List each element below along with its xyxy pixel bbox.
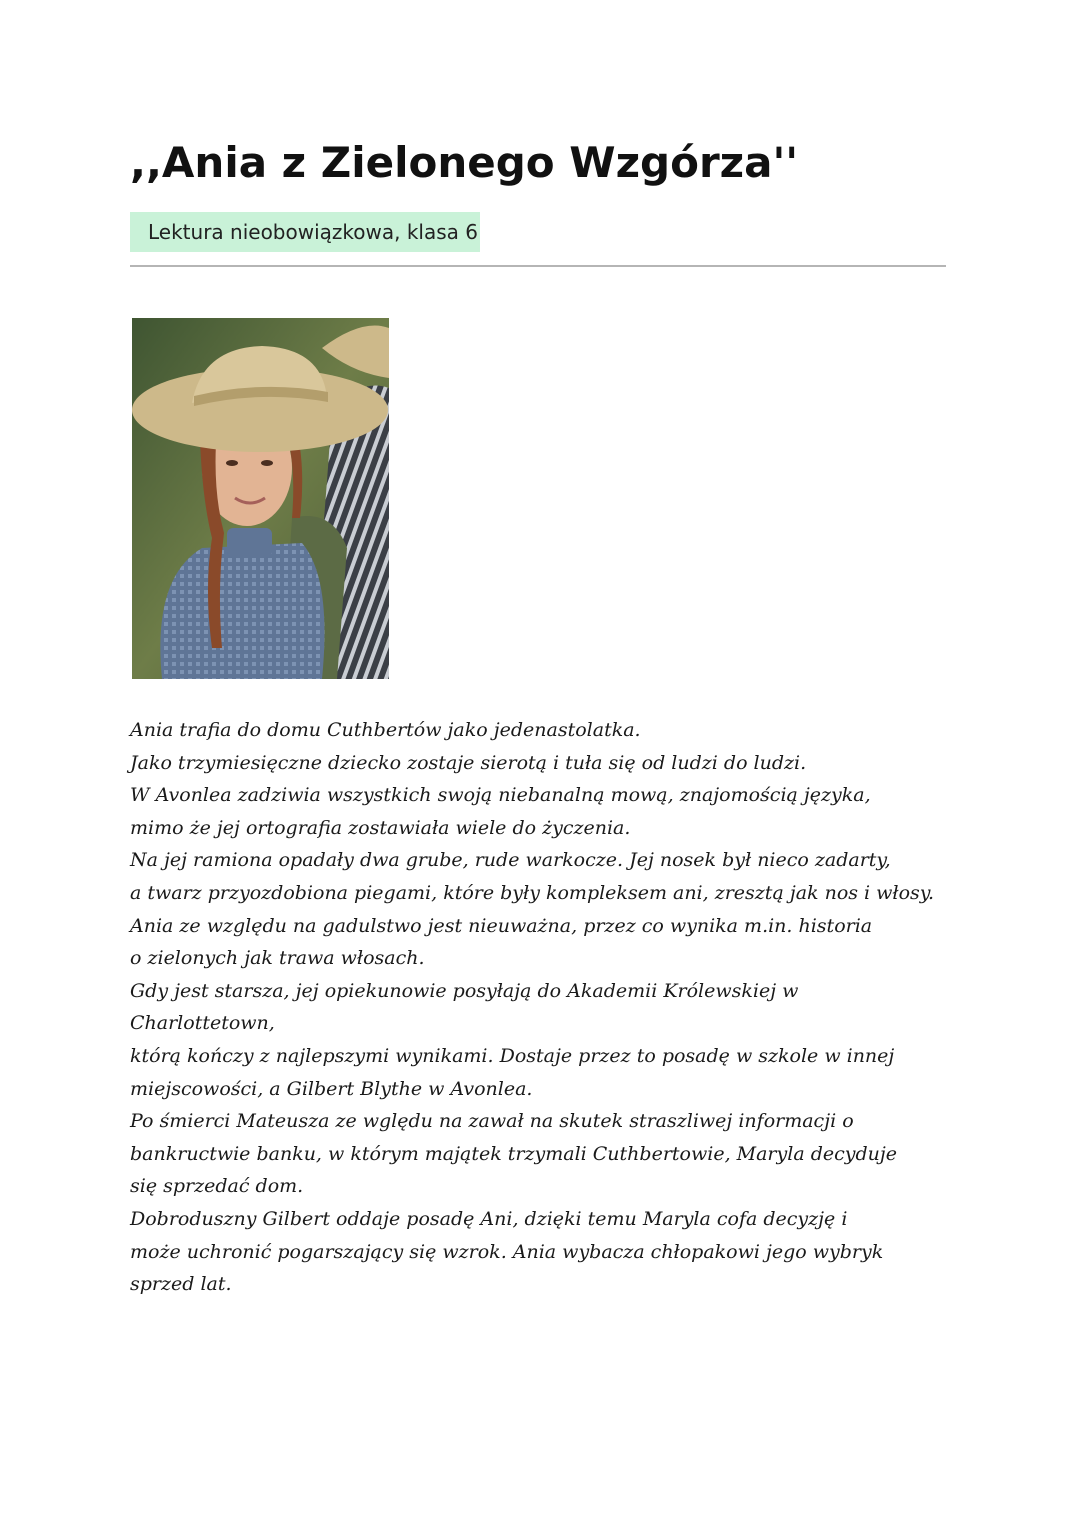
body-line: Charlottetown,	[130, 1012, 275, 1035]
body-text	[130, 714, 970, 1301]
body-line: Po śmierci Mateusza ze wględu na zawał na skutek straszliwej informacji o	[130, 1110, 854, 1133]
body-line: się sprzedać dom.	[130, 1175, 304, 1198]
body-line: którą kończy z najlepszymi wynikami. Dostaje przez to posadę w szkole w innej	[130, 1044, 895, 1067]
photo-eye-right	[261, 460, 273, 466]
body-line: może uchronić pogarszający się wzrok. Ania wybacza chłopakowi jego wybryk	[130, 1240, 884, 1263]
body-line: W Avonlea zadziwia wszystkich swoją niebanalną mową, znajomością języka,	[130, 784, 871, 807]
body-line: bankructwie banku, w którym majątek trzymali Cuthbertowie, Maryla decyduje	[130, 1142, 898, 1165]
page-title: ,,Ania z Zielonego Wzgórza''	[130, 138, 799, 187]
body-line: Na jej ramiona opadały dwa grube, rude warkocze. Jej nosek był nieco zadarty,	[130, 849, 891, 872]
photo-dress	[160, 543, 324, 679]
body-line: Gdy jest starsza, jej opiekunowie posyłają do Akademii Królewskiej w	[130, 979, 799, 1002]
portrait-photo	[132, 318, 389, 679]
body-line: mimo że jej ortografia zostawiała wiele do życzenia.	[130, 816, 631, 839]
subtitle-badge: Lektura nieobowiązkowa, klasa 6	[130, 212, 480, 252]
body-line: a twarz przyozdobiona piegami, które były kompleksem ani, zresztą jak nos i włosy.	[130, 881, 935, 904]
body-line: o zielonych jak trawa włosach.	[130, 947, 425, 970]
body-line: Dobroduszny Gilbert oddaje posadę Ani, dzięki temu Maryla cofa decyzję i	[130, 1207, 848, 1230]
photo-collar	[227, 528, 272, 558]
body-line: miejscowości, a Gilbert Blythe w Avonlea.	[130, 1077, 533, 1100]
body-line: Ania trafia do domu Cuthbertów jako jedenastolatka.	[130, 719, 641, 741]
body-line: sprzed lat.	[130, 1273, 232, 1296]
photo-eye-left	[226, 460, 238, 466]
body-line: Ania ze względu na gadulstwo jest nieuważna, przez co wynika m.in. historia	[130, 914, 873, 937]
portrait-photo-icon	[132, 318, 389, 679]
divider	[130, 265, 946, 267]
body-line: Jako trzymiesięczne dziecko zostaje sierotą i tuła się od ludzi do ludzi.	[130, 751, 807, 774]
